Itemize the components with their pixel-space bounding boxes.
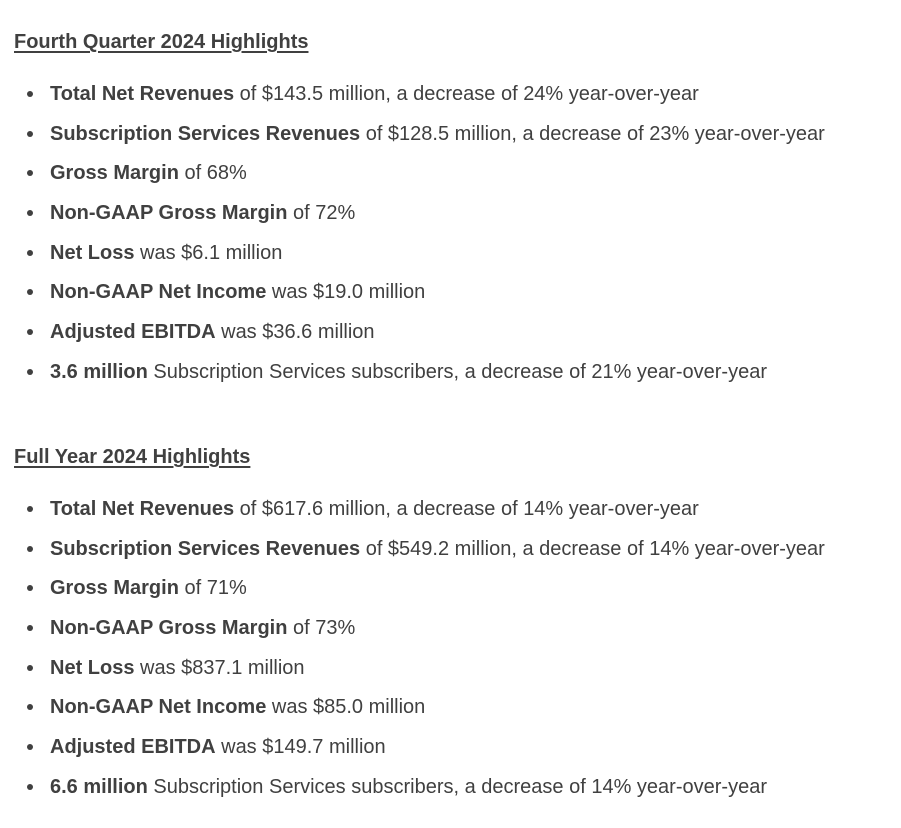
item-label: Adjusted EBITDA [50, 736, 216, 759]
item-text: of $128.5 million, a decrease of 23% year-over-year [360, 122, 825, 145]
list-item [14, 574, 901, 614]
list-item [14, 614, 901, 654]
highlights-list [14, 80, 901, 398]
list-item [14, 239, 901, 279]
item-text: was $837.1 million [134, 656, 305, 679]
bullet-icon [27, 744, 33, 750]
item-label: Subscription Services Revenues [50, 537, 361, 560]
item-text: was $149.7 million [215, 736, 386, 759]
bullet-icon [27, 665, 33, 671]
bullet-icon [27, 289, 33, 295]
q4-2024-highlights-section [14, 28, 901, 398]
item-text: of $549.2 million, a decrease of 14% year-over-year [360, 537, 825, 560]
item-label: Non-GAAP Gross Margin [50, 202, 288, 225]
item-label: Non-GAAP Gross Margin [50, 617, 288, 640]
item-text: of 71% [178, 577, 247, 600]
section-heading: Full Year 2024 Highlights [14, 446, 251, 468]
bullet-icon [27, 329, 33, 335]
item-text: of 73% [287, 617, 356, 640]
item-text: was $6.1 million [134, 241, 283, 264]
item-label: 6.6 million [50, 775, 148, 798]
item-label: Total Net Revenues [50, 498, 235, 520]
item-label: Subscription Services Revenues [50, 122, 361, 145]
item-text: of 72% [287, 202, 356, 225]
list-item [14, 278, 901, 318]
list-item [14, 535, 901, 575]
bullet-icon [27, 210, 33, 216]
bullet-icon [27, 625, 33, 631]
item-label: Adjusted EBITDA [50, 321, 216, 344]
list-item [14, 773, 901, 813]
item-label: Gross Margin [50, 162, 179, 185]
item-text: of $143.5 million, a decrease of 24% year-over-year [234, 83, 699, 105]
bullet-icon [27, 585, 33, 591]
section-heading: Fourth Quarter 2024 Highlights [14, 31, 309, 53]
list-item [14, 80, 901, 120]
bullet-icon [27, 250, 33, 256]
item-label: Non-GAAP Net Income [50, 281, 267, 304]
item-text: Subscription Services subscribers, a decrease of 14% year-over-year [147, 775, 767, 798]
list-item [14, 733, 901, 773]
list-item [14, 654, 901, 694]
item-text: of 68% [178, 162, 247, 185]
list-item [14, 358, 901, 398]
item-text: of $617.6 million, a decrease of 14% year-over-year [234, 498, 699, 520]
item-label: Gross Margin [50, 577, 179, 600]
fy-2024-highlights-section [14, 443, 901, 813]
bullet-icon [27, 506, 33, 512]
item-text: was $85.0 million [266, 696, 426, 719]
list-item [14, 120, 901, 160]
list-item [14, 495, 901, 535]
item-text: Subscription Services subscribers, a decrease of 21% year-over-year [147, 360, 767, 383]
bullet-icon [27, 704, 33, 710]
item-label: Net Loss [50, 241, 135, 264]
list-item [14, 318, 901, 358]
bullet-icon [27, 91, 33, 97]
bullet-icon [27, 784, 33, 790]
bullet-icon [27, 546, 33, 552]
bullet-icon [27, 170, 33, 176]
list-item [14, 159, 901, 199]
list-item [14, 693, 901, 733]
highlights-list [14, 495, 901, 813]
list-item [14, 199, 901, 239]
bullet-icon [27, 369, 33, 375]
item-label: 3.6 million [50, 360, 148, 383]
item-text: was $19.0 million [266, 281, 426, 304]
item-text: was $36.6 million [215, 321, 375, 344]
item-label: Total Net Revenues [50, 83, 235, 105]
bullet-icon [27, 131, 33, 137]
item-label: Net Loss [50, 656, 135, 679]
item-label: Non-GAAP Net Income [50, 696, 267, 719]
